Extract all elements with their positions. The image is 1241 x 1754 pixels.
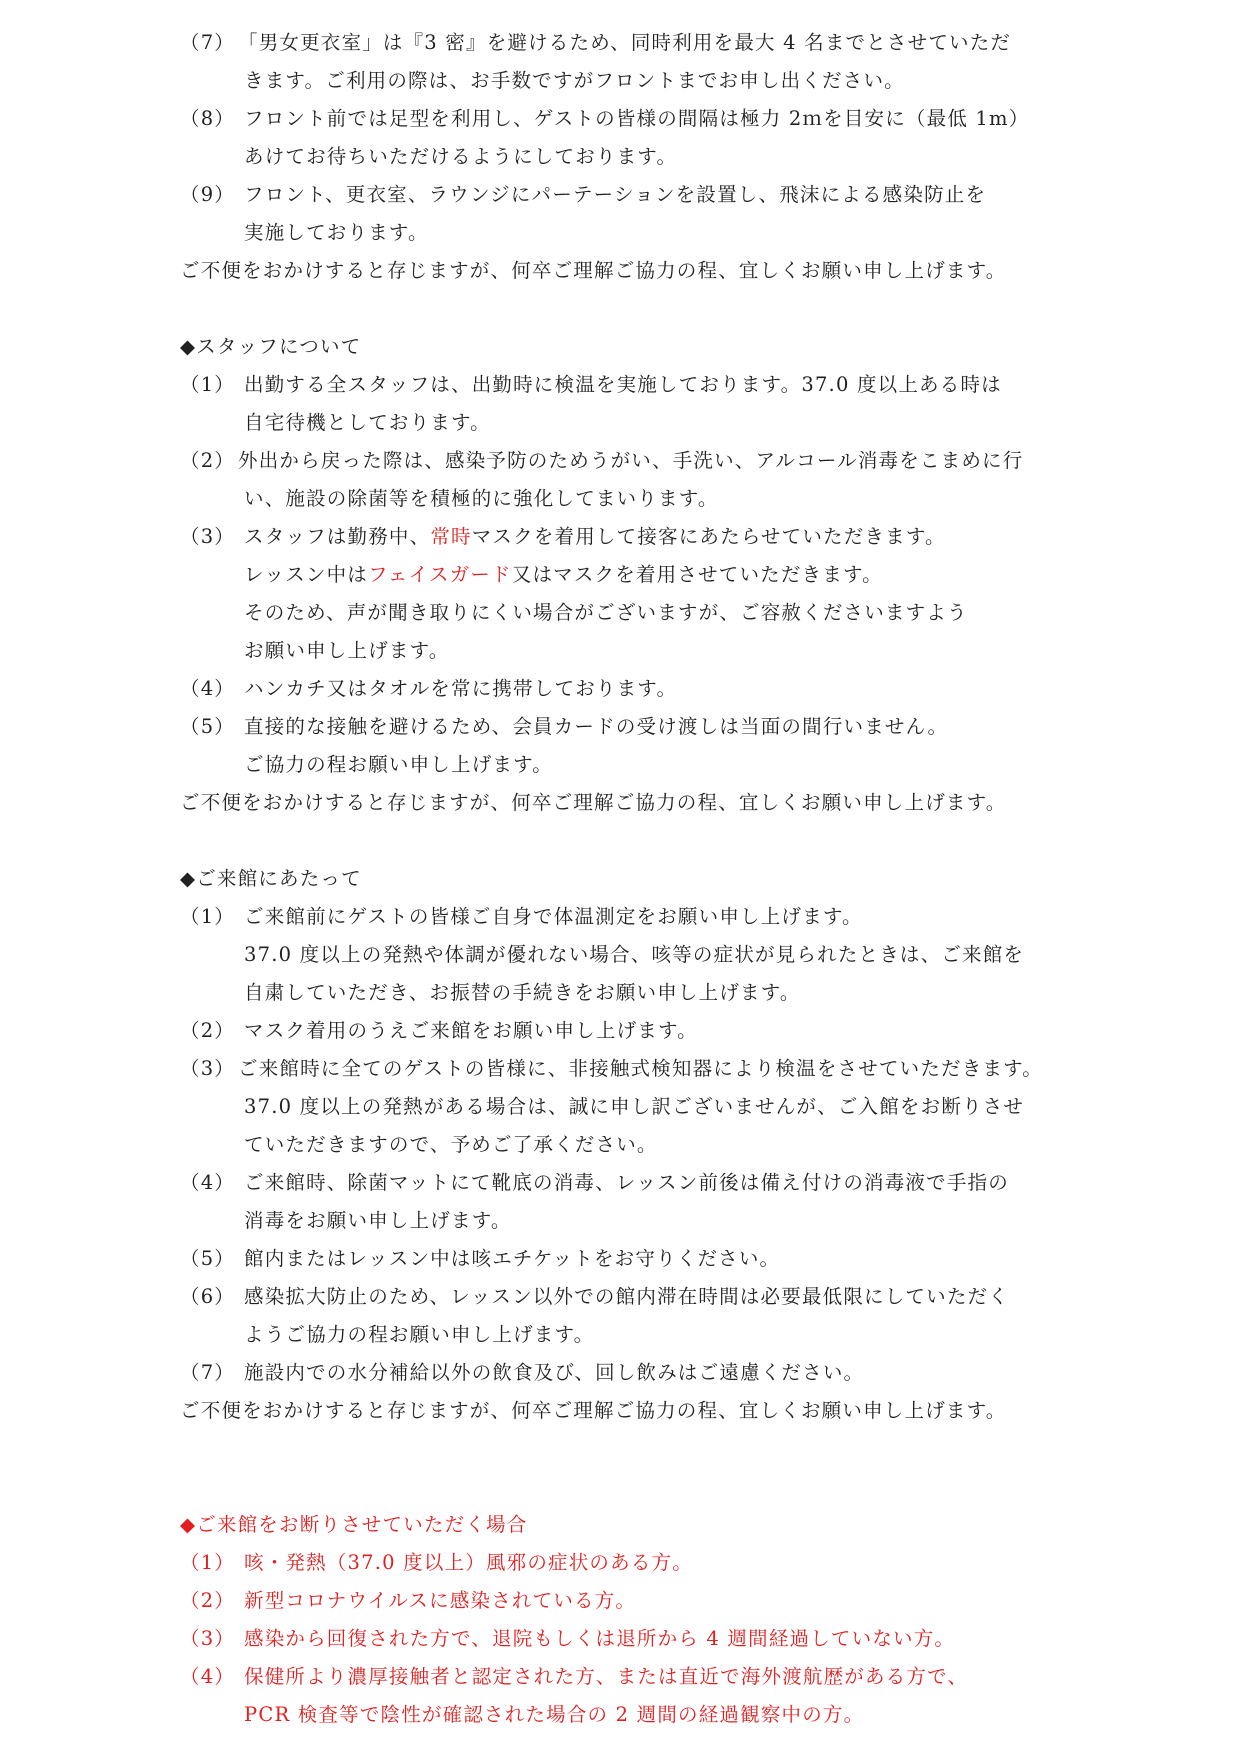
list-item xyxy=(180,1544,1180,1582)
item-number: （8） xyxy=(180,107,236,130)
item-text-continued: PCR 検査等で陰性が確認された場合の 2 週間の経過観察中の方。 xyxy=(244,1703,865,1726)
item-number: （6） xyxy=(180,1285,236,1308)
item-number: （1） xyxy=(180,373,236,396)
item-text-continued: ご協力の程お願い申し上げます。 xyxy=(244,753,553,776)
item-text-continued: 37.0 度以上の発熱や体調が優れない場合、咳等の症状が見られたときは、ご来館を xyxy=(244,943,1025,966)
closing-sentence: ご不便をおかけすると存じますが、何卒ご理解ご協力の程、宜しくお願い申し上げます。 xyxy=(180,259,1007,282)
list-item xyxy=(180,24,1180,62)
item-number: （5） xyxy=(180,1247,236,1270)
item-text: 出勤する全スタッフは、出勤時に検温を実施しております。37.0 度以上ある時は xyxy=(244,373,1002,396)
text-segment: レッスン中は xyxy=(244,563,369,586)
item-text: 感染拡大防止のため、レッスン以外での館内滞在時間は必要最低限にしていただく xyxy=(244,1285,1009,1308)
list-item xyxy=(180,100,1180,138)
list-item xyxy=(180,1658,1180,1696)
item-text: フロント前では足型を利用し、ゲストの皆様の間隔は極力 2ｍを目安に（最低 1m） xyxy=(244,107,1030,130)
item-number: （2） xyxy=(180,449,236,472)
list-item xyxy=(180,898,1180,936)
diamond-icon: ◆ xyxy=(180,1513,197,1536)
list-item xyxy=(180,366,1180,404)
facility-measures-section xyxy=(180,24,1180,290)
list-item xyxy=(180,1164,1180,1202)
item-number: （7） xyxy=(180,1361,236,1384)
visit-section xyxy=(180,860,1180,1430)
item-number: （1） xyxy=(180,1551,236,1574)
list-item xyxy=(180,518,1180,556)
list-item xyxy=(180,1278,1180,1316)
section-heading: ◆スタッフについて xyxy=(180,335,362,358)
list-item xyxy=(180,670,1180,708)
item-text-continued: ようご協力の程お願い申し上げます。 xyxy=(244,1323,595,1346)
item-text: 感染から回復された方で、退院もしくは退所から 4 週間経過していない方。 xyxy=(244,1627,956,1650)
spacer xyxy=(180,1430,1180,1506)
item-text-continued: 自宅待機としております。 xyxy=(244,411,491,434)
notice-document xyxy=(180,24,1180,1734)
item-number: （1） xyxy=(180,905,236,928)
highlight-face-guard: フェイスガード xyxy=(368,563,512,586)
item-number: （7） xyxy=(180,31,236,54)
closing-sentence: ご不便をおかけすると存じますが、何卒ご理解ご協力の程、宜しくお願い申し上げます。 xyxy=(180,791,1007,814)
item-number: （9） xyxy=(180,183,236,206)
list-item xyxy=(180,176,1180,214)
list-item xyxy=(180,1240,1180,1278)
spacer xyxy=(180,822,1180,860)
refusal-section xyxy=(180,1506,1180,1734)
item-text: ご来館前にゲストの皆様ご自身で体温測定をお願い申し上げます。 xyxy=(244,905,863,928)
item-text xyxy=(244,518,946,556)
item-number: （4） xyxy=(180,1171,236,1194)
item-number: （4） xyxy=(180,1665,236,1688)
item-number: （2） xyxy=(180,1019,236,1042)
list-item xyxy=(180,442,1180,480)
item-text-continued: ていただきますので、予めご了承ください。 xyxy=(244,1133,658,1156)
section-heading-text: ご来館をお断りさせていただく場合 xyxy=(196,1513,528,1536)
item-text-continued: お願い申し上げます。 xyxy=(244,639,450,662)
list-item xyxy=(180,1050,1180,1088)
text-segment: マスクを着用して接客にあたらせていただきます。 xyxy=(471,525,946,548)
section-heading xyxy=(180,1506,1180,1544)
item-text: ご来館時に全てのゲストの皆様に、非接触式検知器により検温をさせていただきます。 xyxy=(238,1057,1043,1080)
item-text: 館内またはレッスン中は咳エチケットをお守りください。 xyxy=(244,1247,781,1270)
list-item xyxy=(180,1012,1180,1050)
item-number: （3） xyxy=(180,525,236,548)
item-text: 「男女更衣室」は『3 密』を避けるため、同時利用を最大 4 名までとさせていただ xyxy=(238,31,1012,54)
item-text-continued: い、施設の除菌等を積極的に強化してまいります。 xyxy=(244,487,719,510)
section-heading: ◆ご来館にあたって xyxy=(180,867,362,890)
item-number: （3） xyxy=(180,1057,236,1080)
item-text: マスク着用のうえご来館をお願い申し上げます。 xyxy=(244,1019,698,1042)
item-text-continued: 37.0 度以上の発熱がある場合は、誠に申し訳ございませんが、ご入館をお断りさせ xyxy=(244,1095,1025,1118)
item-text: フロント、更衣室、ラウンジにパーテーションを設置し、飛沫による感染防止を xyxy=(244,183,987,206)
text-segment: スタッフは勤務中、 xyxy=(244,525,431,548)
item-text-continued: そのため、声が聞き取りにくい場合がございますが、ご容赦くださいますよう xyxy=(244,601,968,624)
list-item xyxy=(180,1620,1180,1658)
item-number: （5） xyxy=(180,715,236,738)
item-text-continued xyxy=(180,556,1180,594)
item-number: （4） xyxy=(180,677,236,700)
item-number: （2） xyxy=(180,1589,236,1612)
item-text: ハンカチ又はタオルを常に携帯しております。 xyxy=(244,677,678,700)
closing-sentence: ご不便をおかけすると存じますが、何卒ご理解ご協力の程、宜しくお願い申し上げます。 xyxy=(180,1399,1007,1422)
item-number: （3） xyxy=(180,1627,236,1650)
list-item xyxy=(180,1582,1180,1620)
list-item xyxy=(180,1354,1180,1392)
item-text: ご来館時、除菌マットにて靴底の消毒、レッスン前後は備え付けの消毒液で手指の xyxy=(244,1171,1009,1194)
item-text: 新型コロナウイルスに感染されている方。 xyxy=(244,1589,637,1612)
list-item xyxy=(180,708,1180,746)
item-text: 咳・発熱（37.0 度以上）風邪の症状のある方。 xyxy=(244,1551,693,1574)
item-text-continued: あけてお待ちいただけるようにしております。 xyxy=(244,145,678,168)
text-segment: 又はマスクを着用させていただきます。 xyxy=(511,563,883,586)
item-text: 施設内での水分補給以外の飲食及び、回し飲みはご遠慮ください。 xyxy=(244,1361,865,1384)
spacer xyxy=(180,290,1180,328)
highlight-always: 常時 xyxy=(430,525,472,548)
item-text-continued: 実施しております。 xyxy=(244,221,429,244)
item-text-continued: 消毒をお願い申し上げます。 xyxy=(244,1209,512,1232)
staff-section xyxy=(180,328,1180,822)
item-text-continued: きます。ご利用の際は、お手数ですがフロントまでお申し出ください。 xyxy=(244,69,905,92)
item-text: 外出から戻った際は、感染予防のためうがい、手洗い、アルコール消毒をこまめに行 xyxy=(238,449,1024,472)
item-text-continued: 自粛していただき、お振替の手続きをお願い申し上げます。 xyxy=(244,981,801,1004)
item-text: 保健所より濃厚接触者と認定された方、または直近で海外渡航歴がある方で、 xyxy=(244,1665,969,1688)
item-text: 直接的な接触を避けるため、会員カードの受け渡しは当面の間行いません。 xyxy=(244,715,949,738)
